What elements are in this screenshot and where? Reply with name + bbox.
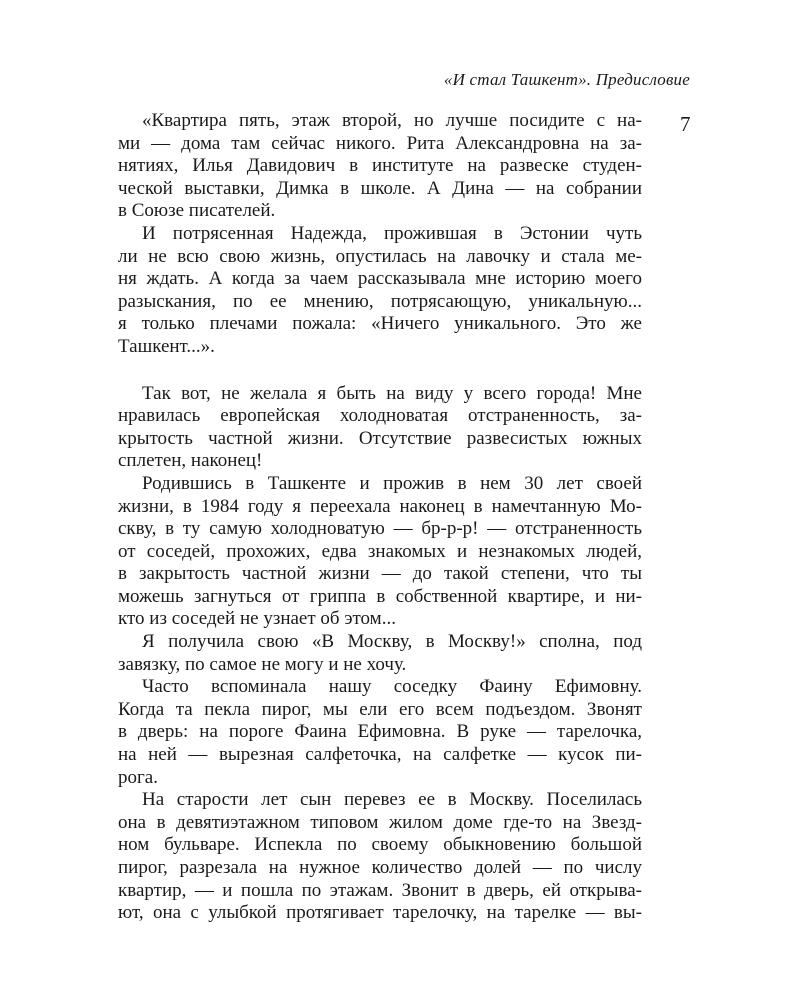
running-head: «И стал Ташкент». Предисловие xyxy=(443,70,690,89)
text-line: ми — дома там сейчас никого. Рита Александровна на за- xyxy=(118,132,642,154)
text-line: Я получила свою «В Москву, в Москву!» сполна, под xyxy=(142,631,642,653)
text-line: ют, она с улыбкой протягивает тарелочку, на тарелке — вы- xyxy=(118,902,642,924)
text-line: сплетен, наконец! xyxy=(118,450,263,472)
text-line: в закрытость частной жизни — до такой степени, что ты xyxy=(118,563,642,585)
text-line: нятиях, Илья Давидович в институте на развеске студен- xyxy=(118,155,642,177)
text-line: в дверь: на пороге Фаина Ефимовна. В руке — тарелочка, xyxy=(118,721,642,743)
text-line: ном бульваре. Испекла по своему обыкновению большой xyxy=(118,834,642,856)
text-line: Когда та пекла пирог, мы ели его всем подъездом. Звонят xyxy=(118,698,642,720)
text-line: Часто вспоминала нашу соседку Фаину Ефимовну. xyxy=(142,676,642,698)
text-line: Так вот, не желала я быть на виду у всего города! Мне xyxy=(142,382,642,404)
text-line: пирог, разрезала на нужное количество долей — по числу xyxy=(118,857,642,878)
section-break xyxy=(118,359,642,383)
text-line: И потрясенная Надежда, прожившая в Эстонии чуть xyxy=(142,222,642,244)
text-line: жизни, в 1984 году я переехала наконец в намечтанную Мо- xyxy=(118,495,642,517)
page-number: 7 xyxy=(680,112,691,136)
text-line: в Союзе писателей. xyxy=(118,200,276,222)
text-line: я только плечами пожала: «Ничего уникального. Это же xyxy=(118,313,642,335)
text-line: Родившись в Ташкенте и прожив в нем 30 лет своей xyxy=(142,472,642,494)
text-line: скву, в ту самую холодноватую — бр-р-р! — отстраненность xyxy=(118,518,642,540)
text-line: разыскания, по ее мнению, потрясающую, уникальную... xyxy=(118,290,642,312)
text-line: «Квартира пять, этаж второй, но лучше посидите с на- xyxy=(142,110,642,131)
text-line: ня ждать. А когда за чаем рассказывала мне историю моего xyxy=(118,268,642,290)
text-line: На старости лет сын перевез ее в Москву. Поселилась xyxy=(142,789,642,811)
text-line: можешь загнуться от гриппа в собственной квартире, и ни- xyxy=(118,585,642,607)
text-line: ческой выставки, Димка в школе. А Дина — на собрании xyxy=(118,177,642,199)
text-line: ли не всю свою жизнь, опустилась на лавочку и стала ме- xyxy=(118,245,642,267)
text-line: кто из соседей не узнает об этом... xyxy=(118,608,396,630)
text-line: она в девятиэтажном типовом жилом доме где-то на Звезд- xyxy=(118,811,642,833)
text-line: крытость частной жизни. Отсутствие развесистых южных xyxy=(118,427,642,449)
text-line: квартир, — и пошла по этажам. Звонит в дверь, ей открыва- xyxy=(118,879,642,901)
text-line: нравилась европейская холодноватая отстраненность, за- xyxy=(118,405,642,427)
text-line: на ней — вырезная салфеточка, на салфетке — кусок пи- xyxy=(118,744,642,766)
text-line: рога. xyxy=(118,766,158,788)
text-line: завязку, по самое не могу и не хочу. xyxy=(118,653,407,675)
text-line: от соседей, прохожих, едва знакомых и незнакомых людей, xyxy=(118,540,642,562)
body-text xyxy=(118,110,642,925)
text-line: Ташкент...». xyxy=(118,335,215,357)
